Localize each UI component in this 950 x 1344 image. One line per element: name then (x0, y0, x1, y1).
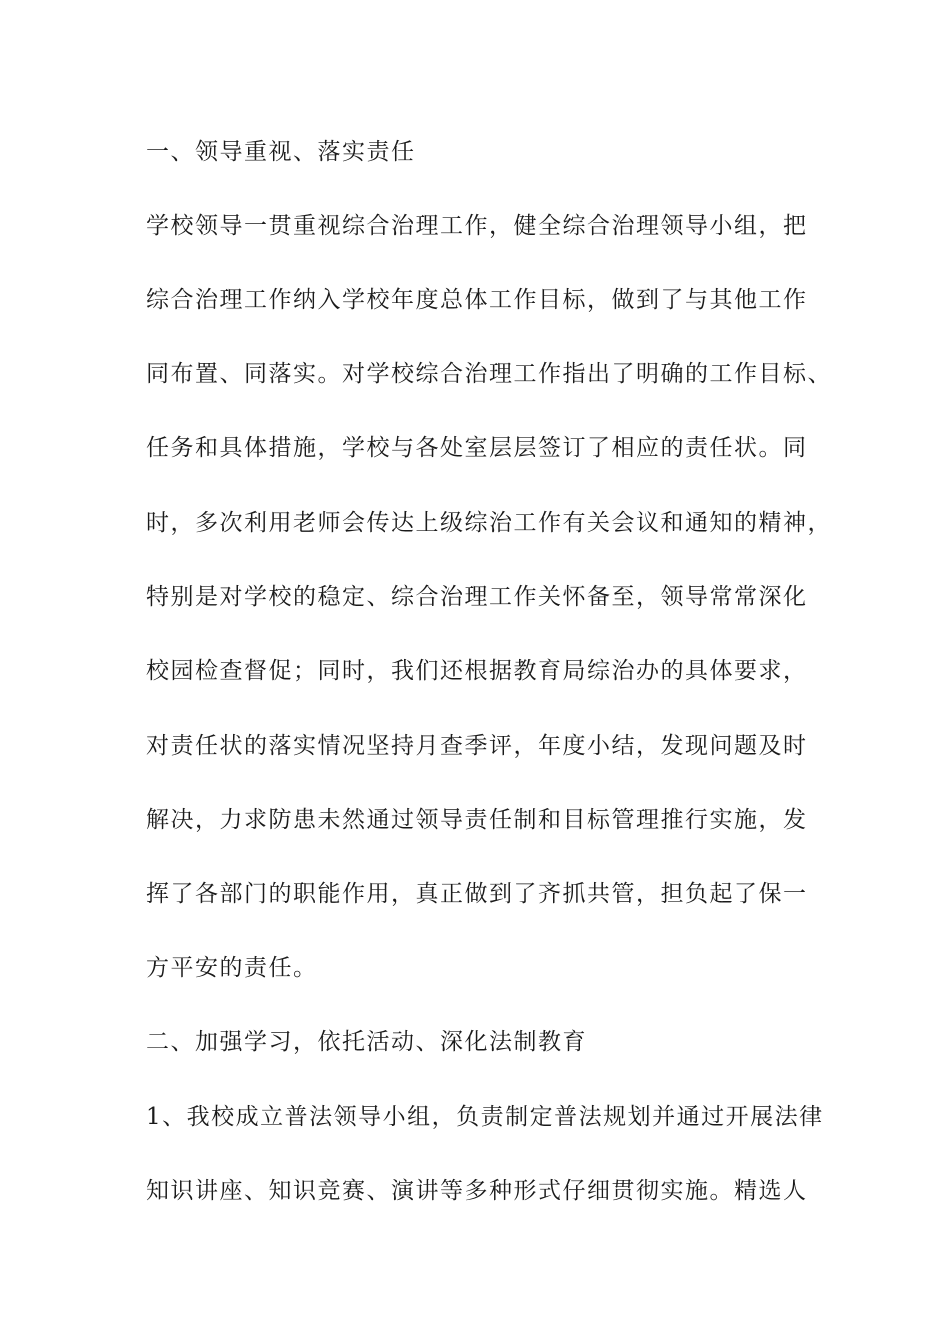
paragraph-line: 方平安的责任。 (146, 955, 318, 981)
paragraph-line: 综合治理工作纳入学校年度总体工作目标，做到了与其他工作 (146, 287, 808, 313)
paragraph-line: 时，多次利用老师会传达上级综治工作有关会议和通知的精神， (146, 510, 832, 536)
paragraph-line: 1、我校成立普法领导小组，负责制定普法规划并通过开展法律 (146, 1104, 824, 1130)
paragraph-line: 挥了各部门的职能作用，真正做到了齐抓共管，担负起了保一 (146, 881, 808, 907)
heading-section-2: 二、加强学习，依托活动、深化法制教育 (146, 1029, 587, 1055)
paragraph-line: 解决，力求防患未然通过领导责任制和目标管理推行实施，发 (146, 807, 808, 833)
paragraph-line: 特别是对学校的稳定、综合治理工作关怀备至，领导常常深化 (146, 584, 808, 610)
paragraph-line: 校园检查督促；同时，我们还根据教育局综治办的具体要求， (146, 658, 808, 684)
paragraph-line: 任务和具体措施，学校与各处室层层签订了相应的责任状。同 (146, 435, 808, 461)
paragraph-line: 知识讲座、知识竞赛、演讲等多种形式仔细贯彻实施。精选人 (146, 1178, 808, 1204)
paragraph-line: 对责任状的落实情况坚持月查季评，年度小结，发现问题及时 (146, 733, 808, 759)
heading-section-1: 一、领导重视、落实责任 (146, 139, 416, 165)
paragraph-line: 学校领导一贯重视综合治理工作，健全综合治理领导小组，把 (146, 213, 808, 239)
paragraph-line: 同布置、同落实。对学校综合治理工作指出了明确的工作目标、 (146, 361, 832, 387)
